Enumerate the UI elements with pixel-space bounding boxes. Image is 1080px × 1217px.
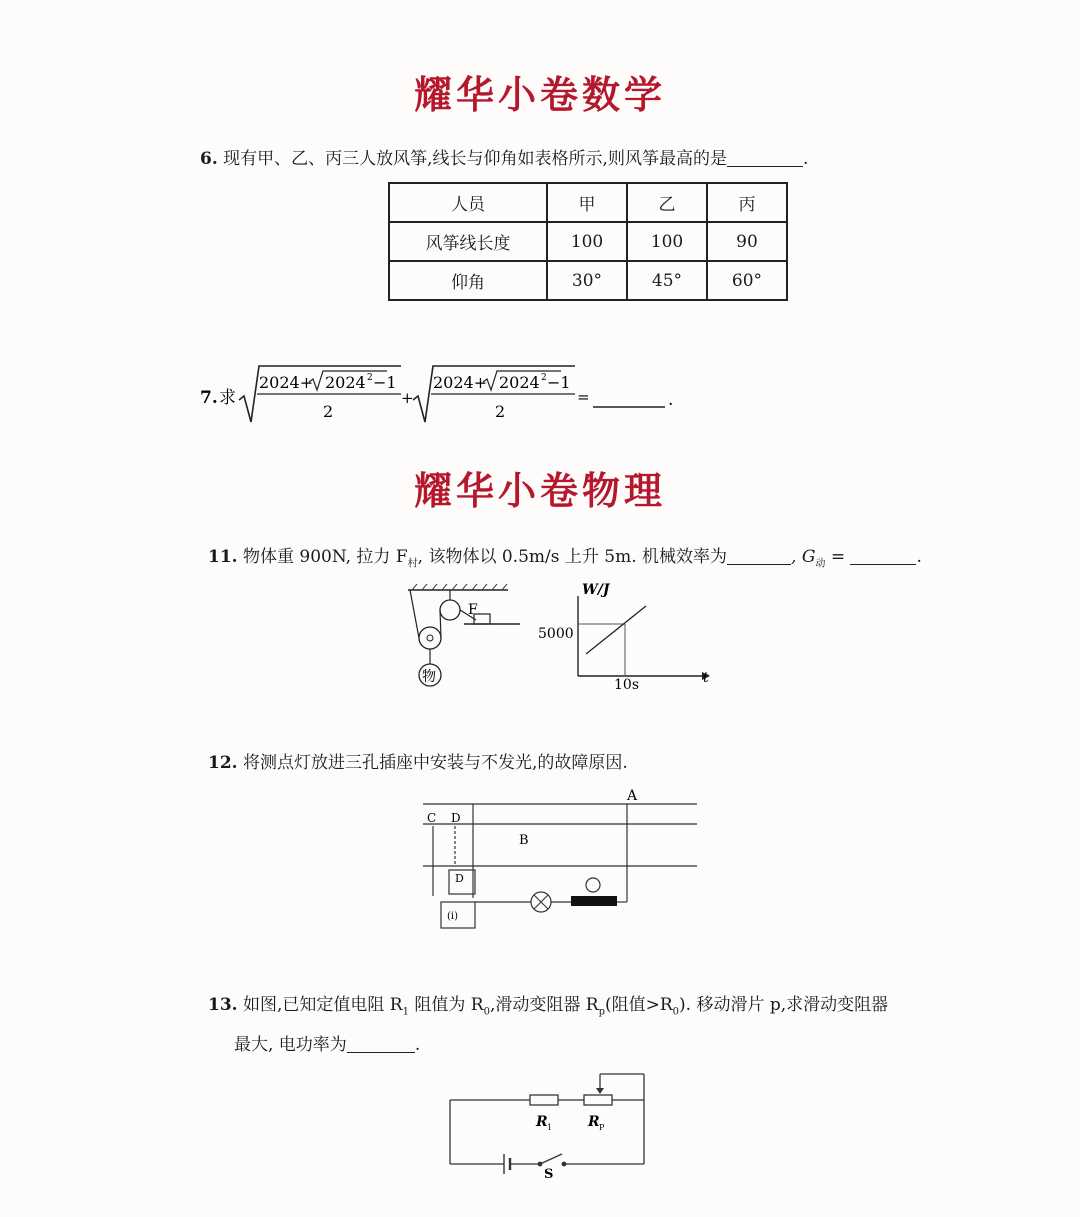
table-cell: 风筝线长度 <box>389 222 547 261</box>
question-text: ). 移动滑片 p,求滑动变阻器 <box>679 995 889 1015</box>
question-text: 最大, 电功率为 <box>234 1035 347 1055</box>
x-tick: 10s <box>614 677 639 693</box>
numerator-part: 2024+ <box>433 373 488 392</box>
question-text: 将测点灯放进三孔插座中安装与不发光,的故障原因. <box>242 753 628 773</box>
table-row <box>389 222 787 261</box>
question-tail: . <box>916 547 922 567</box>
question-text: 现有甲、乙、丙三人放风筝,线长与仰角如表格所示,则风筝最高的是 <box>223 149 727 169</box>
efficiency-blank[interactable] <box>727 546 791 565</box>
table-cell: 90 <box>707 222 787 261</box>
test-bulb-icon <box>586 878 600 892</box>
weight-text: 物 <box>422 669 436 685</box>
movable-pulley <box>419 627 441 649</box>
switch <box>540 1154 562 1164</box>
question-12 <box>208 748 628 773</box>
plus-sign: + <box>401 389 414 407</box>
question-tail: . <box>668 390 674 410</box>
table-cell: 丙 <box>707 183 787 222</box>
question-tail: . <box>802 149 809 169</box>
g-blank[interactable] <box>850 546 916 565</box>
ceiling-hatch <box>412 584 507 590</box>
fixed-pulley <box>440 600 460 620</box>
table-cell: 100 <box>627 222 707 261</box>
numerator-part: 2024+ <box>259 373 314 392</box>
table-cell: 100 <box>547 222 627 261</box>
question-text: (阻值>R <box>604 995 673 1015</box>
subscript: 村 <box>407 558 418 570</box>
answer-blank[interactable] <box>727 148 803 167</box>
inner-value: 2024 <box>499 373 540 392</box>
minus-one: −1 <box>547 373 571 392</box>
rheostat-rp <box>584 1095 612 1105</box>
question-number: 11. <box>208 547 238 567</box>
table-cell: 甲 <box>547 183 627 222</box>
subscript: 动 <box>815 558 826 570</box>
force-label: F <box>468 602 478 618</box>
subscript: p <box>598 1006 605 1018</box>
subscript: 0 <box>672 1006 680 1018</box>
question-number: 6. <box>200 149 218 169</box>
pulley-figure <box>400 582 730 694</box>
denominator: 2 <box>323 402 334 421</box>
question-text: 物体重 900N, 拉力 F <box>242 547 408 567</box>
equals-sign: = <box>577 388 590 406</box>
question-prefix: 求 <box>219 388 236 408</box>
exponent: 2 <box>541 373 547 383</box>
resistor-circuit-figure <box>440 1066 654 1182</box>
power-blank[interactable] <box>347 1034 415 1053</box>
y-axis-label: W/J <box>582 582 610 598</box>
inner-value: 2024 <box>325 373 366 392</box>
minus-one: −1 <box>373 373 397 392</box>
table-cell: 45° <box>627 261 707 300</box>
question-number: 7. <box>200 388 218 408</box>
question-text: 阻值为 R <box>408 995 484 1015</box>
question-tail: . <box>414 1035 421 1055</box>
physics-section-title: 耀华小卷物理 <box>413 468 666 513</box>
label-a: A <box>627 788 638 804</box>
question-text: ,滑动变阻器 R <box>489 995 599 1015</box>
rp-subscript: P <box>599 1123 605 1132</box>
question-6 <box>200 144 808 169</box>
table-row <box>389 261 787 300</box>
label-b: B <box>519 833 529 848</box>
socket-circuit-figure <box>415 786 705 936</box>
table-cell: 60° <box>707 261 787 300</box>
g-label: , G <box>791 547 816 567</box>
question-13 <box>208 990 888 1017</box>
label-c: C <box>427 811 437 825</box>
question-13-line-2 <box>234 1030 420 1055</box>
math-section-title: 耀华小卷数学 <box>413 72 666 117</box>
question-11 <box>208 542 922 569</box>
question-7-formula <box>195 360 695 430</box>
y-tick: 5000 <box>538 626 574 642</box>
question-number: 12. <box>208 753 238 773</box>
table-cell: 人员 <box>389 183 547 222</box>
table-cell: 乙 <box>627 183 707 222</box>
switch-label: S <box>544 1167 554 1182</box>
kite-table <box>388 182 788 301</box>
x-axis-label: t <box>703 670 709 686</box>
rp-label: R <box>588 1114 600 1130</box>
label-d: D <box>451 811 461 825</box>
table-cell: 30° <box>547 261 627 300</box>
work-line <box>586 606 646 654</box>
r1-subscript: 1 <box>547 1123 553 1132</box>
table-header-row <box>389 183 787 222</box>
socket-label: (i) <box>447 911 459 922</box>
table-cell: 仰角 <box>389 261 547 300</box>
equals-sign: = <box>830 547 846 567</box>
subscript: 0 <box>483 1006 490 1018</box>
r1-label: R <box>536 1114 548 1130</box>
exponent: 2 <box>367 373 373 383</box>
question-text-2: , 该物体以 0.5m/s 上升 5m. 机械效率为 <box>417 547 728 567</box>
label-p: D <box>455 872 464 885</box>
test-lamp-base <box>571 896 617 906</box>
denominator: 2 <box>495 402 506 421</box>
question-number: 13. <box>208 995 238 1015</box>
resistor-r1 <box>530 1095 558 1105</box>
question-text: 如图,已知定值电阻 R <box>242 995 403 1015</box>
subscript: 1 <box>402 1006 409 1018</box>
